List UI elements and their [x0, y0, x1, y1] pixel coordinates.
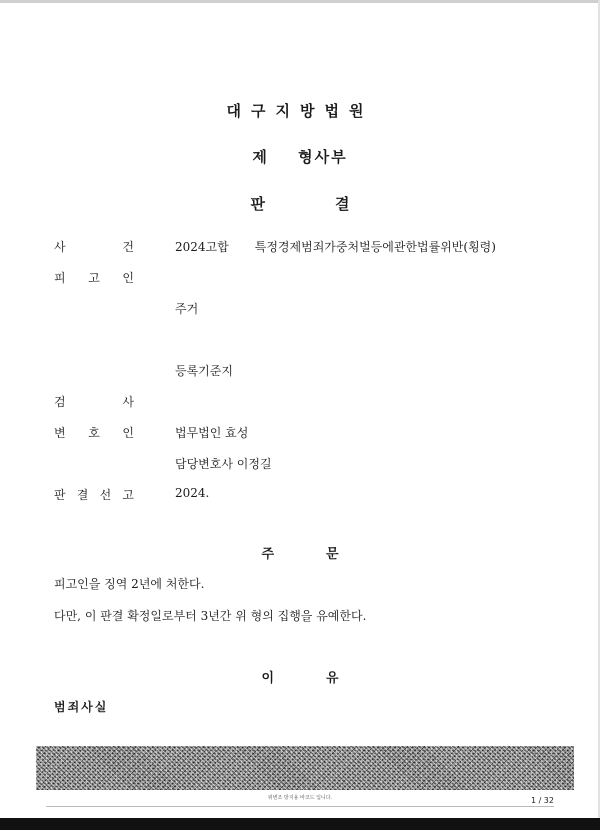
case-name-text: 특정경제범죄가중처벌등에관한법률위반(횡령): [254, 240, 496, 254]
anti-forgery-barcode: [36, 746, 574, 790]
page-edge-top: [0, 0, 600, 3]
party-value: [175, 238, 496, 255]
party-value-text: 담당변호사 이정길: [175, 457, 272, 471]
party-label: 피 고 인: [54, 271, 134, 285]
party-value-text: 등록기준지: [175, 364, 233, 378]
party-value: [175, 362, 233, 379]
party-value: [175, 455, 272, 472]
party-label: 사 건: [54, 240, 134, 254]
reasons-heading: 이유: [261, 671, 391, 686]
facts-subheading: 범죄사실: [54, 700, 109, 714]
party-value: [175, 486, 209, 500]
party-label: 검 사: [54, 395, 134, 409]
party-label: 판 결 선 고: [54, 488, 134, 502]
barcode-note: 위변조 방지용 바코드 입니다.: [267, 795, 333, 801]
footer-rule: [46, 806, 554, 807]
party-value-text: 2024고합: [175, 240, 229, 254]
party-value: [175, 300, 198, 317]
scan-bottom-band: [0, 818, 600, 830]
party-value-text: 주거: [175, 302, 199, 316]
party-label: 변 호 인: [54, 426, 134, 440]
court-title: 대구지방법원: [226, 102, 374, 120]
party-value-text: 2024.: [175, 486, 210, 500]
page-number: 1 / 32: [530, 796, 554, 805]
order-line-1: 피고인을 징역 2년에 처한다.: [54, 577, 205, 591]
party-value-text: 법무법인 효성: [175, 426, 249, 440]
order-line-2: 다만, 이 판결 확정일로부터 3년간 위 형의 집행을 유예한다.: [54, 609, 367, 623]
order-heading: 주문: [261, 547, 391, 562]
judgment-title: 판결: [250, 195, 420, 213]
party-value: [175, 424, 248, 441]
department-title: 제 형사부: [252, 148, 348, 166]
